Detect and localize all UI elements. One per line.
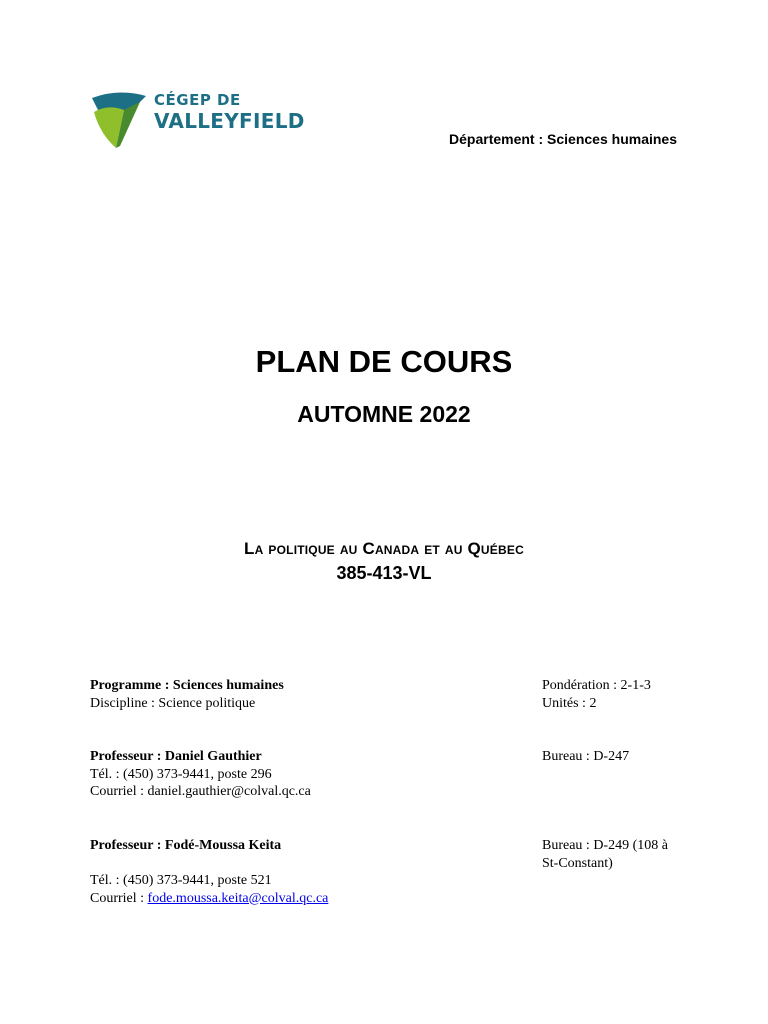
- programme: Programme : Sciences humaines: [90, 678, 284, 693]
- course-code: 385-413-VL: [336, 563, 432, 583]
- professor-1-name: Professeur : Daniel Gauthier: [90, 749, 262, 764]
- document-title: PLAN DE COURS: [255, 344, 513, 379]
- logo-shield-icon: [92, 92, 146, 148]
- professor-1-email: daniel.gauthier@colval.qc.ca: [147, 784, 311, 799]
- discipline: Discipline : Science politique: [90, 695, 256, 711]
- logo-line2: VALLEYFIELD: [154, 109, 305, 133]
- program-block-left: [90, 677, 284, 712]
- unites: Unités : 2: [542, 695, 597, 711]
- course-name: La politique au Canada et au Québec: [244, 539, 524, 558]
- professor-1-email-row: [90, 783, 311, 801]
- logo-wordmark: [154, 93, 305, 131]
- professor-1-office: Bureau : D-247: [542, 749, 630, 764]
- professor-2-office-line1: Bureau : D-249 (108 à: [542, 838, 668, 853]
- professor-2-email-link[interactable]: fode.moussa.keita@colval.qc.ca: [147, 890, 329, 906]
- professor-2-office-line2: St-Constant): [542, 855, 613, 871]
- professor-1-tel: Tél. : (450) 373-9441, poste 296: [90, 766, 272, 782]
- professor-2-contact: [90, 872, 328, 907]
- logo-line1: CÉGEP DE: [154, 91, 241, 109]
- department-label: Département : Sciences humaines: [449, 131, 677, 147]
- professor-2-office: [542, 837, 668, 872]
- email-label: Courriel :: [90, 784, 148, 799]
- professor-2-name: Professeur : Fodé-Moussa Keita: [90, 838, 282, 853]
- professor-2-tel: Tél. : (450) 373-9441, poste 521: [90, 873, 272, 888]
- professor-2-email-row: [90, 890, 328, 908]
- professor-1-block: [90, 748, 311, 801]
- ponderation: Pondération : 2-1-3: [542, 678, 651, 693]
- email-label: Courriel :: [90, 890, 148, 906]
- semester: AUTOMNE 2022: [297, 401, 471, 427]
- program-block-right: [542, 677, 651, 712]
